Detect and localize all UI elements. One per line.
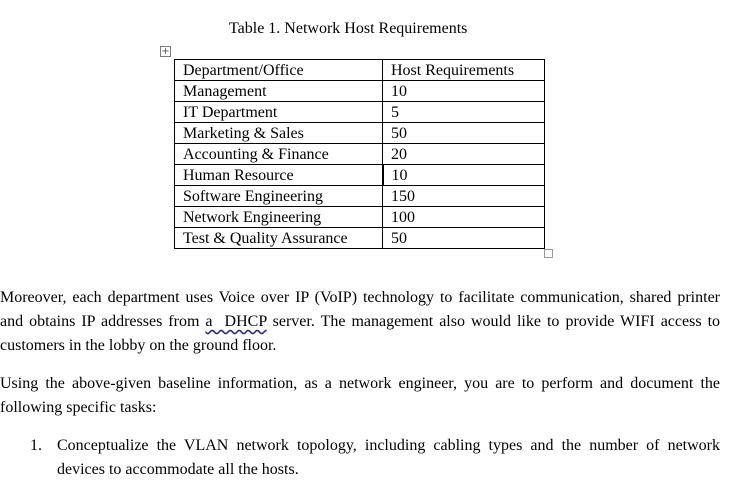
cell-hosts: 100 <box>383 207 545 228</box>
cell-department: Network Engineering <box>175 207 383 228</box>
cell-department: IT Department <box>175 102 383 123</box>
header-host-requirements: Host Requirements <box>383 60 545 81</box>
table-caption: Table 1. Network Host Requirements <box>229 20 468 37</box>
list-number: 1. <box>30 437 42 454</box>
cell-hosts: 5 <box>383 102 545 123</box>
header-department: Department/Office <box>175 60 383 81</box>
table-move-handle-icon[interactable]: + <box>161 46 170 57</box>
cell-hosts: 50 <box>383 228 545 249</box>
paragraph-text: Moreover, each department uses Voice over IP (VoIP) technology to facilitate communication, shared printer and obtains IP addresses from <box>0 289 720 330</box>
table-row <box>175 228 545 249</box>
previous-line-fragment <box>150 0 620 2</box>
paragraph-baseline: Using the above-given baseline information, as a network engineer, you are to perform and document the following specific tasks: <box>0 375 720 416</box>
cell-department: Management <box>175 81 383 102</box>
cell-hosts: 50 <box>383 123 545 144</box>
cell-department: Software Engineering <box>175 186 383 207</box>
table-row <box>175 165 545 186</box>
table-row <box>175 81 545 102</box>
table-row <box>175 123 545 144</box>
cell-department: Human Resource <box>175 165 383 186</box>
host-requirements-table <box>174 59 545 249</box>
cell-hosts: 20 <box>383 144 545 165</box>
table-resize-handle[interactable] <box>544 249 553 258</box>
table-row <box>175 102 545 123</box>
cell-department: Test & Quality Assurance <box>175 228 383 249</box>
paragraph-text: server. The management also would like to provide WIFI access to customers in the lobby on the ground floor. <box>0 313 721 354</box>
table-row <box>175 186 545 207</box>
cell-hosts[interactable]: 10 <box>383 165 545 186</box>
table-header-row <box>175 60 545 81</box>
table-row <box>175 207 545 228</box>
grammar-flagged-text[interactable]: a DHCP <box>205 313 267 330</box>
cell-department: Marketing & Sales <box>175 123 383 144</box>
paragraph-dhcp <box>0 286 720 358</box>
table-row <box>175 144 545 165</box>
cell-hosts: 150 <box>383 186 545 207</box>
cell-department: Accounting & Finance <box>175 144 383 165</box>
list-text: Conceptualize the VLAN network topology, including cabling types and the number of network devices to accommodate all the hosts. <box>57 437 720 478</box>
cell-hosts: 10 <box>383 81 545 102</box>
